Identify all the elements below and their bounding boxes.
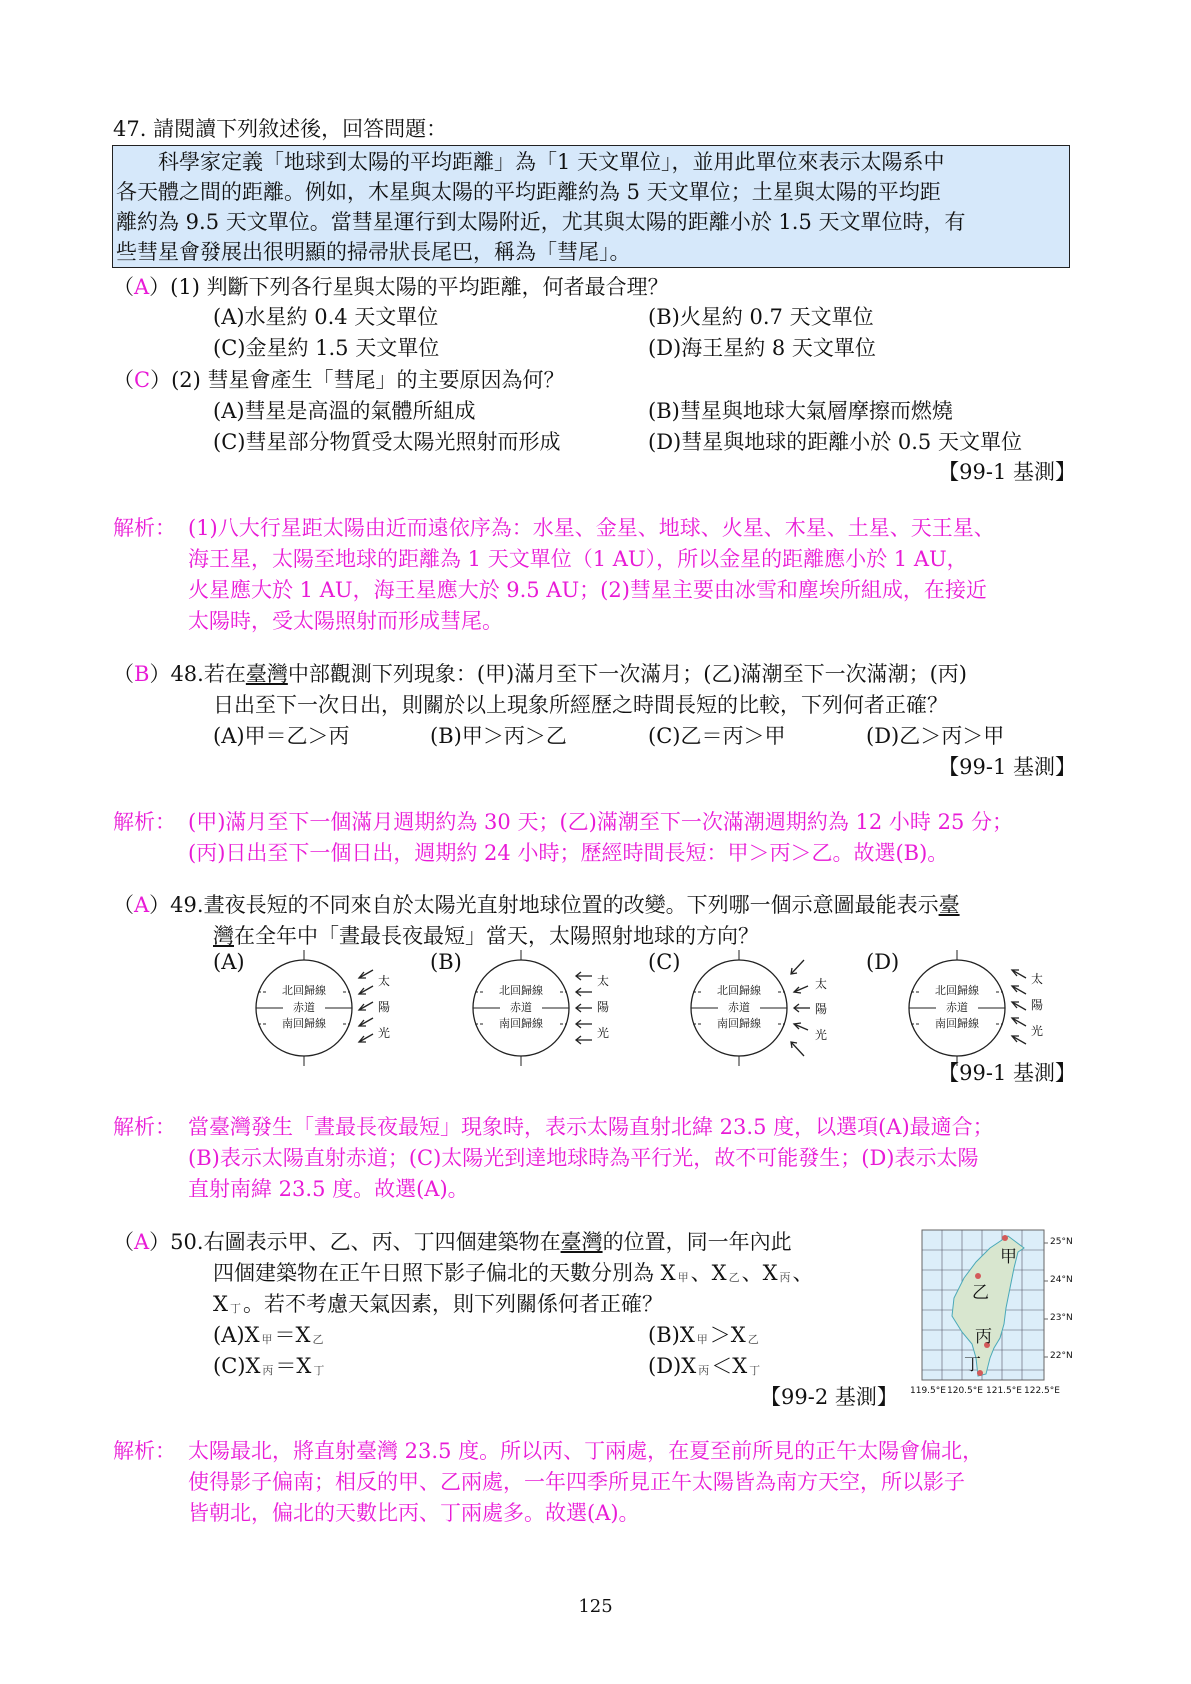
option-b: (B)X 甲＞X 乙 bbox=[648, 1323, 759, 1347]
operator: ＞ bbox=[709, 1323, 731, 1347]
subscript: 乙 bbox=[312, 1333, 324, 1346]
option-a: (A)甲＝乙＞丙 bbox=[213, 724, 350, 748]
question-number: 49. bbox=[170, 893, 204, 917]
option-c: (C)乙＝丙＞甲 bbox=[648, 724, 786, 748]
answer-badge: A bbox=[134, 275, 150, 299]
subscript: 丁 bbox=[229, 1302, 241, 1315]
option-label: (D) bbox=[648, 1354, 682, 1378]
analysis-line: 海王星，太陽至地球的距離為 1 天文單位（1 AU），所以金星的距離應小於 1 AU， bbox=[188, 547, 968, 571]
option-c: (C)X 丙＝X 丁 bbox=[213, 1354, 325, 1378]
place-name: 灣 bbox=[213, 924, 234, 948]
question-text: (1) 判斷下列各行星與太陽的平均距離，何者最合理？ bbox=[170, 275, 669, 299]
analysis-line: 太陽時，受太陽照射而形成彗尾。 bbox=[188, 609, 503, 633]
answer-badge: A bbox=[134, 893, 150, 917]
option-label: (C) bbox=[213, 1354, 246, 1378]
equator-label: 赤道 bbox=[936, 1001, 978, 1015]
option-label: (D) bbox=[866, 950, 900, 974]
map-point-label: 甲 bbox=[1000, 1247, 1017, 1267]
option-label: (A) bbox=[213, 1323, 245, 1347]
subscript: 丁 bbox=[313, 1364, 325, 1377]
taiwan-map bbox=[910, 1228, 1080, 1408]
option-c: (C)金星約 1.5 天文單位 bbox=[213, 336, 440, 360]
lat-label: 24°N bbox=[1050, 1275, 1073, 1285]
map-point-label: 乙 bbox=[972, 1283, 989, 1303]
question-number: 48. bbox=[170, 662, 204, 686]
sunlight-label: 太 bbox=[815, 977, 828, 991]
q50-line3: X 丁。若不考慮天氣因素，則下列關係何者正確？ bbox=[213, 1292, 663, 1316]
subscript: 甲 bbox=[696, 1333, 708, 1346]
analysis-label: 解析： bbox=[113, 516, 176, 540]
operator: ＝ bbox=[274, 1323, 296, 1347]
analysis-line: 使得影子偏南；相反的甲、乙兩處，一年四季所見正午太陽皆為南方天空，所以影子 bbox=[188, 1470, 965, 1494]
analysis-label: 解析： bbox=[113, 810, 176, 834]
option-d: (D)乙＞丙＞甲 bbox=[866, 724, 1005, 748]
q47-sub1: （A）(1) 判斷下列各行星與太陽的平均距離，何者最合理？ bbox=[113, 275, 669, 299]
source-tag: 【99-1 基測】 bbox=[938, 755, 1076, 779]
option-c: (C)彗星部分物質受太陽光照射而形成 bbox=[213, 430, 561, 454]
subscript: 丙 bbox=[779, 1271, 791, 1284]
analysis-line: 直射南緯 23.5 度。故選(A)。 bbox=[188, 1177, 469, 1201]
sunlight-label: 陽 bbox=[815, 1002, 828, 1016]
option-d: (D)彗星與地球的距離小於 0.5 天文單位 bbox=[648, 430, 1022, 454]
lon-label: 122.5°E bbox=[1024, 1386, 1060, 1396]
q47-sub2: （C）(2) 彗星會產生「彗尾」的主要原因為何？ bbox=[113, 368, 565, 392]
question-text: 中部觀測下列現象：(甲)滿月至下一次滿月；(乙)滿潮至下一次滿潮；(丙) bbox=[287, 662, 967, 686]
lon-label: 119.5°E bbox=[910, 1386, 946, 1396]
analysis-line: 當臺灣發生「晝最長夜最短」現象時，表示太陽直射北緯 23.5 度，以選項(A)最適合； bbox=[188, 1115, 994, 1139]
sunlight-label: 陽 bbox=[1031, 998, 1044, 1012]
analysis-line: (1)八大行星距太陽由近而遠依序為：水星、金星、地球、火星、木星、土星、天王星、 bbox=[188, 516, 995, 540]
q47-passage-line: 離約為 9.5 天文單位。當彗星運行到太陽附近，尤其與太陽的距離小於 1.5 天文單位時，有 bbox=[116, 210, 966, 234]
option-a: (A)水星約 0.4 天文單位 bbox=[213, 305, 439, 329]
subscript: 丙 bbox=[262, 1364, 274, 1377]
question-text: 四個建築物在正午日照下影子偏北的天數分別為 bbox=[213, 1261, 654, 1285]
sunlight-label: 太 bbox=[1031, 972, 1044, 986]
analysis-line: 皆朝北，偏北的天數比丙、丁兩處多。故選(A)。 bbox=[188, 1501, 640, 1525]
q47-passage-line: 些彗星會發展出很明顯的掃帚狀長尾巴，稱為「彗尾」。 bbox=[116, 240, 631, 264]
q47-stem: 47. 請閱讀下列敘述後，回答問題： bbox=[113, 117, 448, 141]
analysis-line: 火星應大於 1 AU，海王星應大於 9.5 AU；(2)彗星主要由冰雪和塵埃所組成，在接近 bbox=[188, 578, 987, 602]
option-label: (A) bbox=[213, 950, 245, 974]
lon-label: 120.5°E bbox=[947, 1386, 983, 1396]
place-name: 臺灣 bbox=[245, 662, 288, 686]
source-tag: 【99-2 基測】 bbox=[760, 1385, 898, 1409]
option-b: (B)甲＞丙＞乙 bbox=[430, 724, 567, 748]
option-label: (B) bbox=[430, 950, 462, 974]
lat-label: 25°N bbox=[1050, 1237, 1073, 1247]
tropic-north-label: 北回歸線 bbox=[701, 984, 777, 998]
source-tag: 【99-1 基測】 bbox=[938, 1061, 1076, 1085]
source-tag: 【99-1 基測】 bbox=[938, 460, 1076, 484]
map-point-label: 丁 bbox=[964, 1355, 981, 1375]
q49-line2 bbox=[213, 921, 759, 951]
question-text: 右圖表示甲、乙、丙、丁四個建築物在 bbox=[203, 1230, 561, 1254]
analysis-line: 太陽最北，將直射臺灣 23.5 度。所以丙、丁兩處，在夏至前所見的正午太陽會偏北， bbox=[188, 1439, 984, 1463]
equator-label: 赤道 bbox=[718, 1001, 760, 1015]
option-label: (B) bbox=[648, 1323, 680, 1347]
sunlight-label: 光 bbox=[1031, 1024, 1044, 1038]
tropic-south-label: 南回歸線 bbox=[919, 1017, 995, 1031]
q50-line2: 四個建築物在正午日照下影子偏北的天數分別為 X 甲、X 乙、X 丙、 bbox=[213, 1261, 814, 1285]
question-number: 50. bbox=[170, 1230, 204, 1254]
answer-badge: A bbox=[134, 1230, 150, 1254]
analysis-line: (甲)滿月至下一個滿月週期約為 30 天；(乙)滿潮至下一次滿潮週期約為 12 小時 25 分； bbox=[188, 810, 1013, 834]
lon-label: 121.5°E bbox=[986, 1386, 1022, 1396]
question-text: 。若不考慮天氣因素，則下列關係何者正確？ bbox=[242, 1292, 663, 1316]
sunlight-label: 光 bbox=[815, 1028, 828, 1042]
answer-badge: B bbox=[134, 662, 150, 686]
place-name: 臺灣 bbox=[560, 1230, 603, 1254]
map-point-label: 丙 bbox=[975, 1327, 992, 1347]
tropic-south-label: 南回歸線 bbox=[701, 1017, 777, 1031]
analysis-line: (丙)日出至下一個日出，週期約 24 小時；歷經時間長短：甲＞丙＞乙。故選(B)。 bbox=[188, 841, 949, 865]
q48-question: （B）48.若在臺灣中部觀測下列現象：(甲)滿月至下一次滿月；(乙)滿潮至下一次滿潮；(丙) bbox=[113, 662, 967, 686]
question-text: 的位置，同一年內此 bbox=[602, 1230, 792, 1254]
lat-label: 23°N bbox=[1050, 1313, 1073, 1323]
option-a: (A)彗星是高溫的氣體所組成 bbox=[213, 399, 476, 423]
sunlight-label: 太 bbox=[378, 974, 391, 988]
question-text: 日出至下一次日出，則關於以上現象所經歷之時間長短的比較，下列何者正確？ bbox=[213, 693, 948, 717]
page-number: 125 bbox=[578, 1596, 613, 1617]
option-a: (A)X 甲＝X 乙 bbox=[213, 1323, 324, 1347]
subscript: 丁 bbox=[749, 1364, 761, 1377]
analysis-label: 解析： bbox=[113, 1439, 176, 1463]
sunlight-label: 太 bbox=[597, 974, 610, 988]
option-d: (D)海王星約 8 天文單位 bbox=[648, 336, 876, 360]
tropic-south-label: 南回歸線 bbox=[483, 1017, 559, 1031]
sunlight-label: 光 bbox=[378, 1026, 391, 1040]
question-text: (2) 彗星會產生「彗尾」的主要原因為何？ bbox=[171, 368, 565, 392]
question-text: 晝夜長短的不同來自於太陽光直射地球位置的改變。下列哪一個示意圖最能表示 bbox=[203, 893, 939, 917]
operator: ＜ bbox=[711, 1354, 733, 1378]
tropic-north-label: 北回歸線 bbox=[919, 984, 995, 998]
analysis-line: (B)表示太陽直射赤道；(C)太陽光到達地球時為平行光，故不可能發生；(D)表示太陽 bbox=[188, 1146, 979, 1170]
question-text: 若在 bbox=[203, 662, 246, 686]
tropic-north-label: 北回歸線 bbox=[483, 984, 559, 998]
option-label: (C) bbox=[648, 950, 681, 974]
operator: ＝ bbox=[275, 1354, 297, 1378]
place-name: 臺 bbox=[938, 893, 960, 917]
sunlight-label: 光 bbox=[597, 1026, 610, 1040]
globe-diagram-a bbox=[213, 950, 391, 1070]
equator-label: 赤道 bbox=[500, 1001, 542, 1015]
q47-passage-line: 各天體之間的距離。例如，木星與太陽的平均距離約為 5 天文單位；土星與太陽的平均距 bbox=[116, 180, 941, 204]
question-text: 在全年中「晝最長夜最短」當天，太陽照射地球的方向？ bbox=[234, 924, 759, 948]
subscript: 甲 bbox=[677, 1271, 689, 1284]
tropic-north-label: 北回歸線 bbox=[266, 984, 342, 998]
q50-question: （A）50.右圖表示甲、乙、丙、丁四個建築物在臺灣的位置，同一年內此 bbox=[113, 1230, 792, 1254]
option-d: (D)X 丙＜X 丁 bbox=[648, 1354, 761, 1378]
tropic-south-label: 南回歸線 bbox=[266, 1017, 342, 1031]
q47-passage-line: 科學家定義「地球到太陽的平均距離」為「1 天文單位」，並用此單位來表示太陽系中 bbox=[116, 150, 945, 174]
subscript: 乙 bbox=[747, 1333, 759, 1346]
option-b: (B)彗星與地球大氣層摩擦而燃燒 bbox=[648, 399, 953, 423]
q49-question: （A）49.晝夜長短的不同來自於太陽光直射地球位置的改變。下列哪一個示意圖最能表示臺 bbox=[113, 893, 960, 917]
subscript: 丙 bbox=[698, 1364, 710, 1377]
globe-diagram-b bbox=[430, 950, 610, 1070]
sunlight-label: 陽 bbox=[597, 1000, 610, 1014]
lat-label: 22°N bbox=[1050, 1351, 1073, 1361]
subscript: 甲 bbox=[261, 1333, 273, 1346]
equator-label: 赤道 bbox=[283, 1001, 325, 1015]
globe-diagram-d bbox=[866, 950, 1044, 1070]
analysis-label: 解析： bbox=[113, 1115, 176, 1139]
sunlight-label: 陽 bbox=[378, 1000, 391, 1014]
subscript: 乙 bbox=[728, 1271, 740, 1284]
option-b: (B)火星約 0.7 天文單位 bbox=[648, 305, 874, 329]
answer-badge: C bbox=[134, 368, 151, 392]
globe-diagram-c bbox=[648, 950, 828, 1070]
